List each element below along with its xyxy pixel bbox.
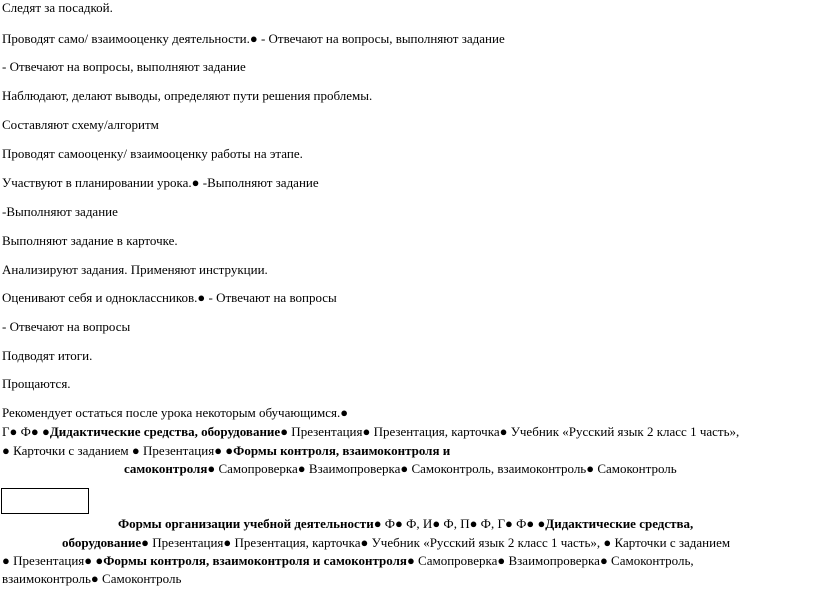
text-line: Проводят само/ взаимооценку деятельности.● - Отвечают на вопросы, выполняют задание	[2, 31, 505, 46]
text-run: ● Презентация● Презентация, карточка● Учебник «Русский язык 2 класс 1 часть», ● Карточки с заданием	[141, 535, 731, 550]
text-run: ● Ф● Ф, И● Ф, П● Ф, Г● Ф● ●	[373, 516, 546, 531]
text-run: ● Карточки с заданием ● Презентация● ●	[2, 443, 234, 458]
equipment-heading: оборудование	[62, 535, 142, 550]
text-run: Г● Ф● ●	[2, 424, 50, 439]
text-line: Участвуют в планировании урока.● -Выполняют задание	[2, 175, 319, 190]
text-run: ● Самопроверка● Взаимопроверка● Самоконтроль,	[406, 553, 694, 568]
org-forms-heading: Формы организации учебной деятельности	[118, 516, 374, 531]
didactic-heading: Дидактические средства, оборудование	[49, 424, 281, 439]
control-heading: Формы контроля, взаимоконтроля и самоконтроля	[103, 553, 407, 568]
text-line: Составляют схему/алгоритм	[2, 117, 159, 132]
forms-line-1	[2, 424, 739, 440]
org-line-3	[2, 553, 694, 569]
text-line: - Отвечают на вопросы	[2, 319, 131, 334]
text-line: - Отвечают на вопросы, выполняют задание	[2, 59, 246, 74]
text-line: Выполняют задание в карточке.	[2, 233, 178, 248]
text-line: Следят за посадкой.	[2, 0, 113, 15]
text-line: -Выполняют задание	[2, 204, 118, 219]
text-line: Прощаются.	[2, 376, 71, 391]
forms-line-2	[2, 443, 450, 459]
empty-cell-box	[1, 488, 89, 514]
text-line: Проводят самооценку/ взаимооценку работы на этапе.	[2, 146, 303, 161]
org-line-4: взаимоконтроль● Самоконтроль	[2, 571, 182, 586]
org-line-1	[118, 516, 693, 532]
forms-line-3	[124, 461, 677, 477]
text-line: Анализируют задания. Применяют инструкции.	[2, 262, 268, 277]
didactic-heading: Дидактические средства,	[545, 516, 694, 531]
org-line-2	[62, 535, 730, 551]
text-line: Оценивают себя и одноклассников.● - Отвечают на вопросы	[2, 290, 337, 305]
text-run: ● Презентация● ●	[2, 553, 104, 568]
text-run: ● Презентация● Презентация, карточка● Учебник «Русский язык 2 класс 1 часть»,	[280, 424, 740, 439]
control-heading: Формы контроля, взаимоконтроля и	[233, 443, 451, 458]
text-line: Подводят итоги.	[2, 348, 93, 363]
text-line: Наблюдают, делают выводы, определяют пути решения проблемы.	[2, 88, 373, 103]
control-heading-cont: самоконтроля	[124, 461, 208, 476]
text-line: Рекомендует остаться после урока некоторым обучающимся.●	[2, 405, 349, 420]
text-run: ● Самопроверка● Взаимопроверка● Самоконтроль, взаимоконтроль● Самоконтроль	[207, 461, 677, 476]
